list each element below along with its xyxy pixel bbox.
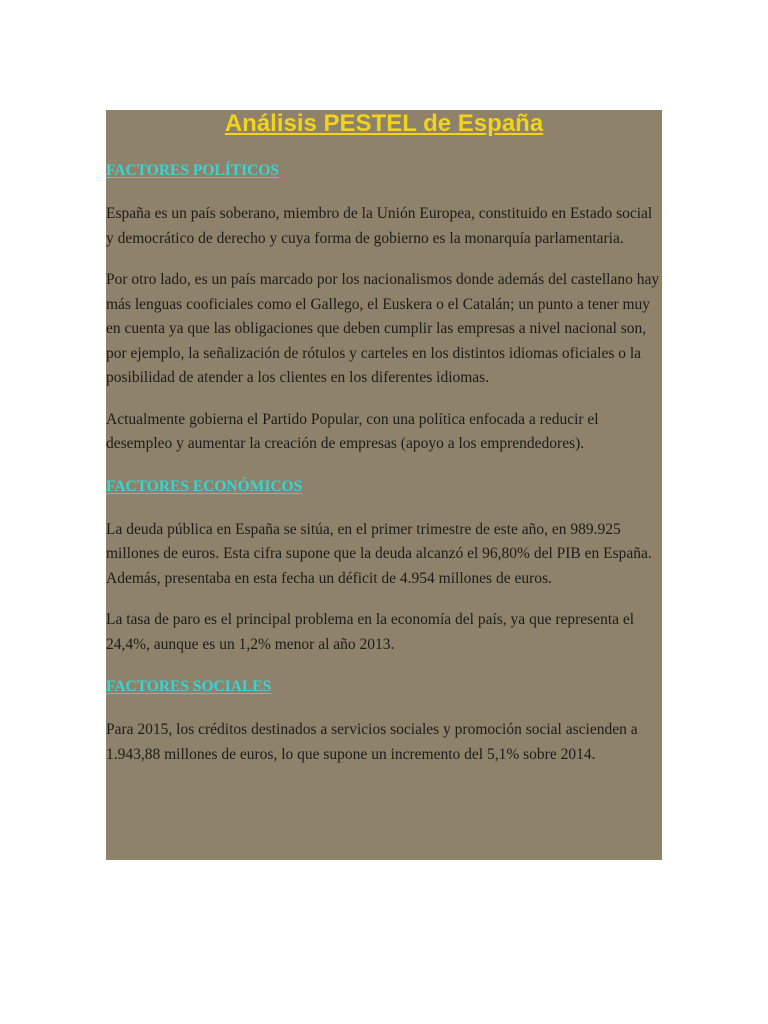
paragraph: Actualmente gobierna el Partido Popular, con una política enfocada a reducir el desempleo y aumentar la creación de empresas (apoyo a los emprendedores). xyxy=(106,410,599,452)
section-heading-sociales: FACTORES SOCIALES xyxy=(106,678,272,695)
paragraph: La deuda pública en España se sitúa, en el primer trimestre de este año, en 989.925 millones de euros. Esta cifra supone que la deuda alcanzó el 96,80% del PIB en España. Además, presentaba en esta fecha un déficit de 4.954 millones de euros. xyxy=(106,520,652,587)
paragraph: La tasa de paro es el principal problema en la economía del país, ya que representa el 24,4%, aunque es un 1,2% menor al año 2013. xyxy=(106,611,635,653)
paragraph: Para 2015, los créditos destinados a servicios sociales y promoción social ascienden a 1.943,88 millones de euros, lo que supone un incremento del 5,1% sobre 2014. xyxy=(106,721,638,763)
section-heading-politicos: FACTORES POLÍTICOS xyxy=(106,162,279,179)
paragraph: Por otro lado, es un país marcado por los nacionalismos donde además del castellano hay más lenguas cooficiales como el Gallego, el Euskera o el Catalán; un punto a tener muy en cuenta ya que las obligaciones que deben cumplir las empresas a nivel nacional son, por ejemplo, la señalización de rótulos y carteles en los distintos idiomas oficiales o la posibilidad de atender a los clientes en los diferentes idiomas. xyxy=(106,271,660,386)
document-title: Análisis PESTEL de España xyxy=(224,110,544,137)
section-heading-economicos: FACTORES ECONÓMICOS xyxy=(106,477,303,495)
pestel-panel xyxy=(106,110,662,860)
paragraph: España es un país soberano, miembro de la Unión Europea, constituido en Estado social y democrático de derecho y cuya forma de gobierno es la monarquía parlamentaria. xyxy=(106,205,653,247)
